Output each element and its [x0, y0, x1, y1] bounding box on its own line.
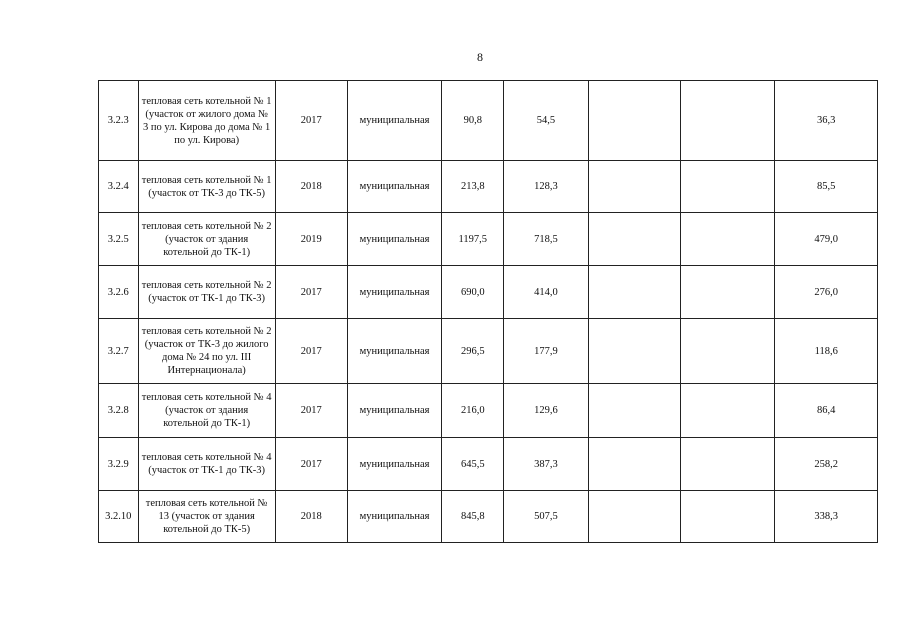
- cell-owner: муниципальная: [347, 213, 441, 266]
- cell-owner: муниципальная: [347, 384, 441, 438]
- cell-name: тепловая сеть котельной № 1 (участок от жилого дома № 3 по ул. Кирова до дома № 1 по ул. Кирова): [138, 81, 275, 161]
- cell-empty-1: [588, 161, 680, 213]
- cell-value-1: 296,5: [442, 319, 504, 384]
- cell-number: 3.2.6: [99, 266, 139, 319]
- table-row: [99, 161, 878, 213]
- cell-value-3: 118,6: [775, 319, 878, 384]
- cell-number: 3.2.9: [99, 438, 139, 491]
- cell-empty-2: [680, 438, 774, 491]
- cell-owner: муниципальная: [347, 319, 441, 384]
- cell-empty-2: [680, 266, 774, 319]
- cell-owner: муниципальная: [347, 81, 441, 161]
- cell-value-1: 690,0: [442, 266, 504, 319]
- cell-value-1: 1197,5: [442, 213, 504, 266]
- cell-value-3: 36,3: [775, 81, 878, 161]
- cell-value-1: 645,5: [442, 438, 504, 491]
- cell-name: тепловая сеть котельной № 1 (участок от ТК-3 до ТК-5): [138, 161, 275, 213]
- cell-number: 3.2.5: [99, 213, 139, 266]
- cell-year: 2017: [275, 81, 347, 161]
- cell-value-2: 177,9: [504, 319, 588, 384]
- cell-empty-2: [680, 161, 774, 213]
- cell-year: 2018: [275, 161, 347, 213]
- cell-name: тепловая сеть котельной № 2 (участок от ТК-1 до ТК-3): [138, 266, 275, 319]
- cell-number: 3.2.8: [99, 384, 139, 438]
- cell-value-3: 338,3: [775, 491, 878, 543]
- cell-empty-1: [588, 384, 680, 438]
- table-row: [99, 81, 878, 161]
- cell-owner: муниципальная: [347, 266, 441, 319]
- cell-empty-2: [680, 81, 774, 161]
- cell-empty-1: [588, 266, 680, 319]
- cell-year: 2017: [275, 438, 347, 491]
- table-row: [99, 438, 878, 491]
- cell-owner: муниципальная: [347, 161, 441, 213]
- cell-value-2: 414,0: [504, 266, 588, 319]
- data-table: [98, 80, 878, 543]
- page-number: 8: [477, 50, 483, 64]
- table-row: [99, 266, 878, 319]
- cell-value-1: 845,8: [442, 491, 504, 543]
- cell-value-1: 90,8: [442, 81, 504, 161]
- cell-year: 2019: [275, 213, 347, 266]
- cell-number: 3.2.10: [99, 491, 139, 543]
- cell-year: 2017: [275, 384, 347, 438]
- table-row: [99, 319, 878, 384]
- cell-value-3: 85,5: [775, 161, 878, 213]
- cell-number: 3.2.4: [99, 161, 139, 213]
- cell-value-1: 216,0: [442, 384, 504, 438]
- cell-year: 2018: [275, 491, 347, 543]
- cell-number: 3.2.3: [99, 81, 139, 161]
- cell-owner: муниципальная: [347, 438, 441, 491]
- cell-name: тепловая сеть котельной № 13 (участок от здания котельной до ТК-5): [138, 491, 275, 543]
- cell-empty-2: [680, 319, 774, 384]
- table-row: [99, 213, 878, 266]
- cell-owner: муниципальная: [347, 491, 441, 543]
- cell-empty-1: [588, 213, 680, 266]
- cell-year: 2017: [275, 319, 347, 384]
- table-row: [99, 491, 878, 543]
- cell-empty-2: [680, 491, 774, 543]
- cell-value-3: 276,0: [775, 266, 878, 319]
- cell-name: тепловая сеть котельной № 4 (участок от здания котельной до ТК-1): [138, 384, 275, 438]
- cell-name: тепловая сеть котельной № 2 (участок от здания котельной до ТК-1): [138, 213, 275, 266]
- cell-number: 3.2.7: [99, 319, 139, 384]
- cell-value-1: 213,8: [442, 161, 504, 213]
- cell-value-3: 479,0: [775, 213, 878, 266]
- cell-empty-1: [588, 81, 680, 161]
- cell-value-2: 387,3: [504, 438, 588, 491]
- cell-empty-2: [680, 213, 774, 266]
- table-row: [99, 384, 878, 438]
- cell-value-2: 129,6: [504, 384, 588, 438]
- cell-empty-2: [680, 384, 774, 438]
- cell-value-2: 507,5: [504, 491, 588, 543]
- cell-name: тепловая сеть котельной № 4 (участок от ТК-1 до ТК-3): [138, 438, 275, 491]
- cell-value-3: 258,2: [775, 438, 878, 491]
- cell-empty-1: [588, 491, 680, 543]
- cell-value-2: 54,5: [504, 81, 588, 161]
- cell-value-3: 86,4: [775, 384, 878, 438]
- cell-year: 2017: [275, 266, 347, 319]
- cell-value-2: 718,5: [504, 213, 588, 266]
- cell-empty-1: [588, 438, 680, 491]
- cell-empty-1: [588, 319, 680, 384]
- cell-value-2: 128,3: [504, 161, 588, 213]
- cell-name: тепловая сеть котельной № 2 (участок от ТК-3 до жилого дома № 24 по ул. III Интернационала): [138, 319, 275, 384]
